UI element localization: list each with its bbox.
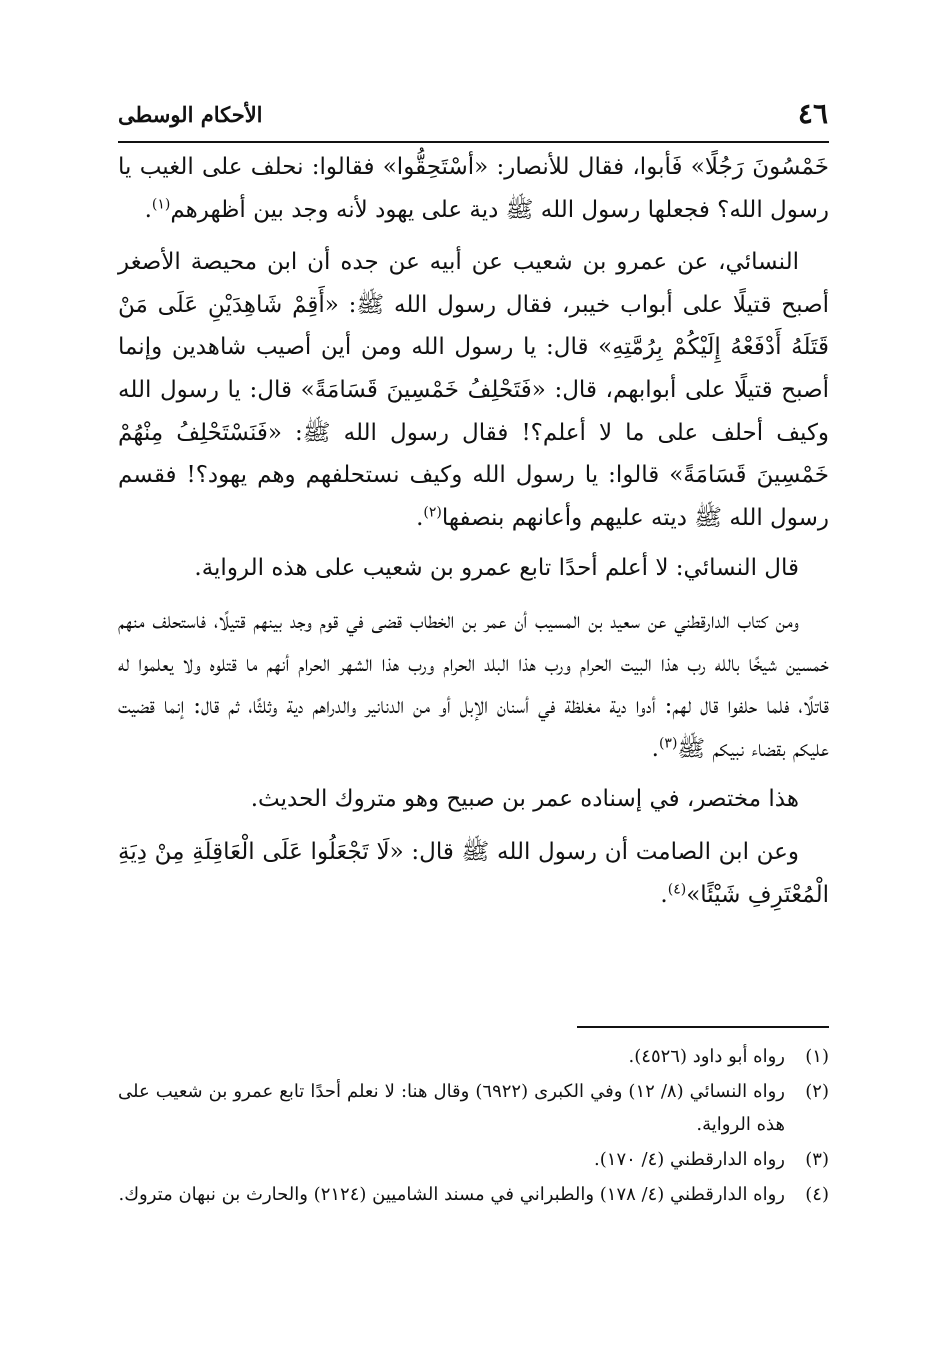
footnote-text: رواه الدارقطني (٤/ ١٧٨) والطبراني في مسند الشاميين (٢١٢٤) والحارث بن نبهان متروك. bbox=[118, 1184, 785, 1205]
footnote-ref-2: (٢) bbox=[423, 504, 442, 521]
paragraph-4-text: ومن كتاب الدارقطني عن سعيد بن المسيب أن عمر بن الخطاب قضى في قوم وجد بينهم قتيلًا، فاستحلف منهم خمسين شيخًا بالله رب هذا البيت الحرام ورب هذا البلد الحرام ورب هذا الشهر الحرام أنهم ما قتلوه ولا يعلموا له قاتلًا، فلما حلفوا قال لهم: أدوا دية مغلظة في أسنان الإبل أو من الدنانير والدراهم دية وثلثًا، ثم قال: إنما قضيت عليكم بقضاء نبيكم ﷺ bbox=[118, 607, 829, 762]
footnote-number: (٢) bbox=[805, 1081, 829, 1102]
footnote-number: (٣) bbox=[805, 1149, 829, 1170]
footnote-text: رواه أبو داود (٤٥٢٦). bbox=[628, 1046, 785, 1067]
footnote-text: رواه النسائي (٨/ ١٢) وفي الكبرى (٦٩٢٢) وقال هنا: لا نعلم أحدًا تابع عمرو بن شعيب على هذه الرواية. bbox=[118, 1081, 785, 1135]
paragraph-1-text: خَمْسُونَ رَجُلًا» فَأبوا، فقال للأنصار: «أسْتَحِقُّوا» فقالوا: نحلف على الغيب يا رسول الله؟ فجعلها رسول الله ﷺ دية على يهود لأنه وجد بين أظهرهم bbox=[118, 154, 829, 223]
paragraph-2-text: النسائي، عن عمرو بن شعيب عن أبيه عن جده أن ابن محيصة الأصغر أصبح قتيلًا على أبواب خيبر، فقال رسول الله ﷺ: «أَقِمْ شَاهِدَيْنِ عَلَى مَنْ قَتَلَهُ أَدْفَعْهُ إِلَيْكُمْ بِرُمَّتِهِ» قال: يا رسول الله ومن أين أصيب شاهدين وإنما أصبح قتيلًا على أبوابهم، قال: «فَتَحْلِفُ خَمْسِينَ قَسَامَةً» قال: يا رسول الله وكيف أحلف على ما لا أعلم؟! فقال رسول الله ﷺ: «فَنَسْتَحْلِفُ مِنْهُمْ خَمْسِينَ قَسَامَةً» قالوا: يا رسول الله وكيف نستحلفهم وهم يهود؟! فقسم رسول الله ﷺ ديته عليهم وأعانهم بنصفها bbox=[118, 249, 829, 531]
footnote-2 bbox=[118, 1075, 829, 1141]
page-header bbox=[118, 96, 828, 136]
page-number: ٤٦ bbox=[797, 97, 828, 130]
footnote-3 bbox=[118, 1143, 829, 1176]
footnote-4 bbox=[118, 1178, 829, 1211]
paragraph-3: قال النسائي: لا أعلم أحدًا تابع عمرو بن شعيب على هذه الرواية. bbox=[194, 555, 799, 582]
footnote-ref-3: (٣) bbox=[658, 735, 678, 752]
paragraph-2: النسائي، عن عمرو بن شعيب عن أبيه عن جده أن ابن محيصة الأصغر أصبح قتيلًا على أبواب خيبر، فقال رسول الله ﷺ: «أَقِمْ شَاهِدَيْنِ عَلَى مَنْ قَتَلَهُ أَدْفَعْهُ إِلَيْكُمْ بِرُمَّتِهِ» قال: يا رسول الله ومن أين أصيب شاهدين وإنما أصبح قتيلًا على أبوابهم، قال: «فَتَحْلِفُ خَمْسِينَ قَسَامَةً» قال: يا رسول الله وكيف أحلف على ما لا أعلم؟! فقال رسول الله ﷺ: «فَنَسْتَحْلِفُ مِنْهُمْ خَمْسِينَ قَسَامَةً» قالوا: يا رسول الله وكيف نستحلفهم وهم يهود؟! فقسم رسول الله ﷺ ديته عليهم وأعانهم بنصفها$^{(٢)}$. bbox=[118, 249, 829, 531]
header-divider bbox=[118, 141, 829, 143]
paragraph-5: هذا مختصر، في إسناده عمر بن صبيح وهو متروك الحديث. bbox=[250, 786, 799, 813]
footnote-ref-4: (٤) bbox=[667, 880, 687, 897]
footnote-1 bbox=[118, 1040, 829, 1073]
footnote-number: (١) bbox=[805, 1046, 829, 1067]
main-text bbox=[118, 146, 829, 916]
footnote-ref-1: (١) bbox=[151, 195, 171, 212]
footnote-text: رواه الدارقطني (٤/ ١٧٠). bbox=[594, 1149, 785, 1170]
paragraph-4: ومن كتاب الدارقطني عن سعيد بن المسيب أن عمر بن الخطاب قضى في قوم وجد بينهم قتيلًا، فاستحلف منهم خمسين شيخًا بالله رب هذا البيت الحرام ورب هذا البلد الحرام ورب هذا الشهر الحرام أنهم ما قتلوه ولا يعلموا له قاتلًا، فلما حلفوا قال لهم: أدوا دية مغلظة في أسنان الإبل أو من الدنانير والدراهم دية وثلثًا، ثم قال: إنما قضيت عليكم بقضاء نبيكم ﷺ$^{(٣)}$. bbox=[118, 607, 829, 762]
paragraph-1: خَمْسُونَ رَجُلًا» فَأبوا، فقال للأنصار: «أسْتَحِقُّوا» فقالوا: نحلف على الغيب يا رسول الله؟ فجعلها رسول الله ﷺ دية على يهود لأنه وجد بين أظهرهم$^{(١)}$. bbox=[118, 154, 829, 223]
book-title: الأحكام الوسطى bbox=[118, 102, 263, 127]
footnote-divider bbox=[577, 1026, 829, 1028]
paragraph-6: وعن ابن الصامت أن رسول الله ﷺ قال: «لَا تَجْعَلُوا عَلَى الْعَاقِلَةِ مِنْ دِيَةِ الْمُعْتَرِفِ شَيْئًا»$^{(٤)}$. bbox=[118, 838, 829, 908]
footnotes bbox=[118, 1040, 829, 1213]
footnote-number: (٤) bbox=[805, 1184, 829, 1205]
paragraph-6-text: وعن ابن الصامت أن رسول الله ﷺ قال: «لَا تَجْعَلُوا عَلَى الْعَاقِلَةِ مِنْ دِيَةِ الْمُعْتَرِفِ شَيْئًا» bbox=[118, 838, 829, 908]
